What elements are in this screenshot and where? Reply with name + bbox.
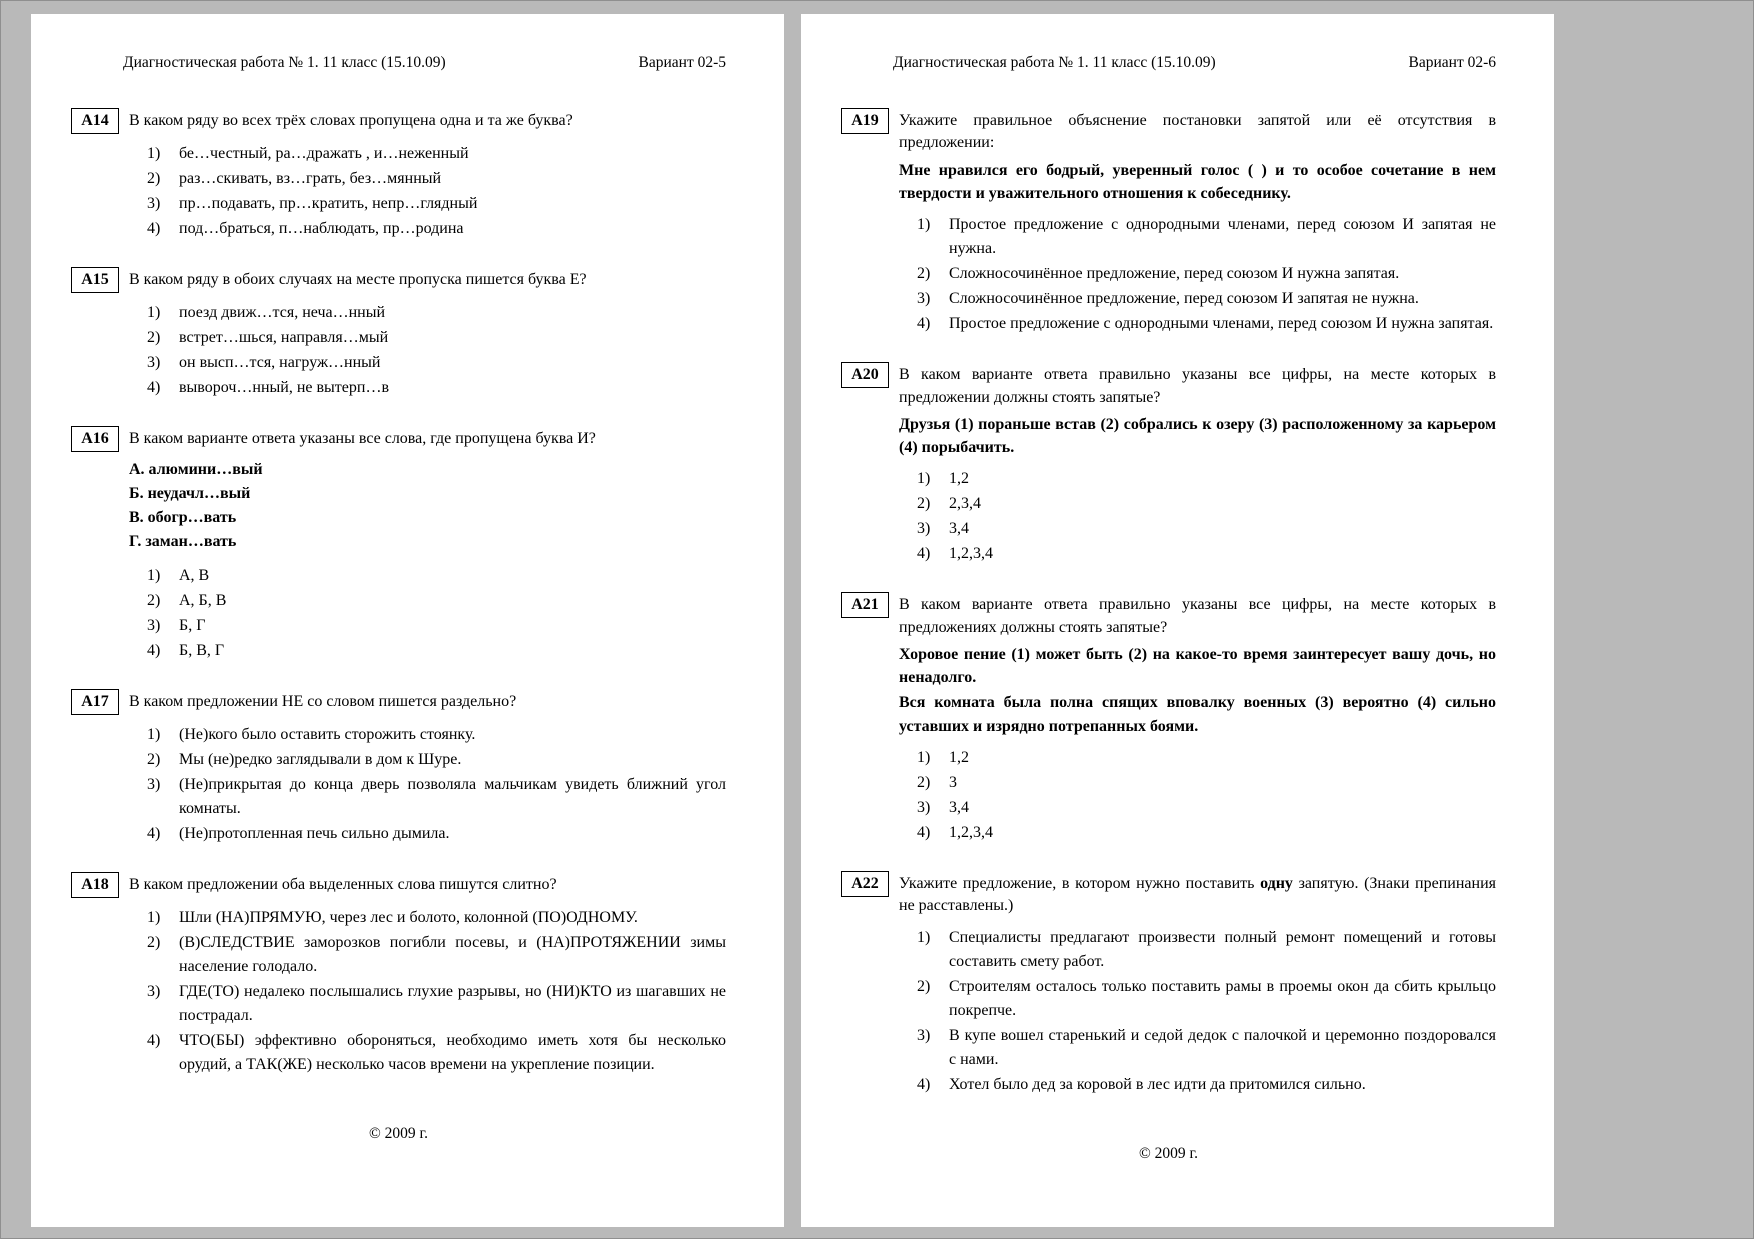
option-number: 1) [917,216,931,234]
option-text: он высп…тся, нагруж…нный [179,354,381,371]
question-head [71,872,726,898]
question-label: А18 [71,872,119,898]
option-item [917,312,1496,336]
question-head [841,592,1496,639]
bold-sentence: Хоровое пение (1) может быть (2) на какое-то время заинтересует вашу дочь, но ненадолго. [899,646,1496,687]
option-item [147,748,726,772]
variant-label: Вариант 02-6 [1408,54,1496,71]
question-a14 [71,108,726,241]
question-text-part: запятую. (Знаки препинания не расставлены.) [899,874,1496,915]
option-text: 1,2 [949,470,969,488]
option-text: А, В [179,567,210,584]
option-text: поезд движ…тся, неча…нный [179,304,386,321]
question-text: В каком варианте ответа правильно указаны все цифры, на месте которых в предложениях должны стоять запятые? [899,596,1496,636]
option-number: 2) [917,977,931,995]
question-label: А20 [841,362,889,388]
options-list [147,906,726,1077]
option-text: пр…подавать, пр…кратить, непр…глядный [179,195,478,212]
option-item [147,906,726,930]
letter-item: Г. заман…вать [129,533,237,550]
option-number: 2) [147,592,161,609]
option-text: Простое предложение с однородными членами, перед союзом И нужна запятая. [949,315,1494,333]
option-item [917,542,1496,566]
copyright-footer: © 2009 г. [368,1125,428,1142]
option-number: 4) [147,642,161,659]
letter-item: А. алюмини…вый [129,461,263,478]
option-text: Шли (НА)ПРЯМУЮ, через лес и болото, колонной (ПО)ОДНОМУ. [179,909,638,926]
option-number: 1) [147,726,161,743]
option-item [917,287,1496,311]
options-list [147,301,726,400]
option-item [147,723,726,747]
question-text: В каком варианте ответа правильно указаны все цифры, на месте которых в предложении должны стоять запятые? [899,366,1496,406]
option-number: 3) [147,354,161,371]
option-item [147,192,726,216]
page-header [71,54,726,72]
option-number: 1) [147,567,161,584]
question-head [71,689,726,715]
option-text: Строителям осталось только поставить рамы в проемы окон да сбить крыльцо покрепче. [949,977,1496,1019]
option-number: 3) [147,776,161,793]
option-text: В купе вошел старенький и седой дедок с палочкой и церемонно поздоровался с нами. [949,1026,1496,1068]
question-a15 [71,267,726,400]
question-text: Укажите правильное объяснение постановки запятой или её отсутствия в предложении: [899,112,1496,152]
option-number: 2) [147,329,161,346]
question-label: А15 [71,267,119,293]
option-number: 2) [917,495,931,513]
option-number: 2) [147,934,161,951]
options-list [917,467,1496,566]
option-number: 3) [147,195,161,212]
doc-title: Диагностическая работа № 1. 11 класс (15.10.09) [893,54,1216,71]
option-number: 4) [147,379,161,396]
option-number: 3) [147,983,161,1000]
question-head [841,108,1496,155]
question-a22 [841,871,1496,1097]
question-text-part: Укажите предложение, в котором нужно поставить [899,874,1261,892]
option-number: 3) [917,798,931,816]
option-item [917,1073,1496,1097]
option-text: бе…честный, ра…дражать , и…неженный [179,145,469,162]
option-text: встрет…шься, направля…мый [179,329,389,346]
letter-list [129,458,726,554]
option-number: 3) [147,617,161,634]
option-item [917,746,1496,770]
question-label: А19 [841,108,889,134]
question-a16 [71,426,726,663]
option-item [917,926,1496,974]
option-number: 4) [147,1032,161,1049]
option-item [917,771,1496,795]
option-number: 2) [917,265,931,283]
option-text: 3,4 [949,520,969,538]
option-text: Простое предложение с однородными членами, перед союзом И запятая не нужна. [949,216,1496,258]
option-number: 4) [917,545,931,563]
option-number: 1) [147,145,161,162]
question-text: В каком варианте ответа указаны все слова, где пропущена буква И? [129,430,596,447]
option-number: 1) [147,304,161,321]
option-item [147,301,726,325]
option-item [917,1024,1496,1072]
question-head [841,362,1496,409]
option-text: раз…скивать, вз…грать, без…мянный [179,170,442,187]
option-text: ГДЕ(ТО) недалеко послышались глухие разрывы, но (НИ)КТО из шагавших не пострадал. [179,983,726,1024]
option-item [917,796,1496,820]
question-a19 [841,108,1496,336]
option-number: 3) [917,1026,931,1044]
option-text: Сложносочинённое предложение, перед союзом И нужна запятая. [949,265,1400,283]
option-number: 2) [917,773,931,791]
option-number: 4) [147,825,161,842]
page-variant-02-6 [801,14,1554,1227]
option-number: 4) [917,1075,931,1093]
option-number: 3) [917,520,931,538]
question-text: В каком предложении НЕ со словом пишется раздельно? [129,693,517,710]
option-item [147,980,726,1028]
option-number: 4) [147,220,161,237]
option-item [917,821,1496,845]
option-item [917,975,1496,1023]
option-text: 3 [949,773,957,791]
copyright-footer: © 2009 г. [1138,1144,1198,1162]
option-text: 3,4 [949,798,969,816]
option-text: Мы (не)редко заглядывали в дом к Шуре. [179,751,462,768]
option-item [147,1029,726,1077]
options-list [917,213,1496,336]
option-item [147,589,726,613]
question-text: В каком ряду в обоих случаях на месте пропуска пишется буква Е? [129,271,587,288]
option-text: Сложносочинённое предложение, перед союзом И запятая не нужна. [949,290,1419,308]
option-text: 2,3,4 [949,495,981,513]
options-list [917,746,1496,845]
variant-label: Вариант 02-5 [638,54,726,71]
bold-sentence: Друзья (1) пораньше встав (2) собрались к озеру (3) расположенному за карьером (4) порыбачить. [899,415,1496,457]
question-text [899,873,1496,918]
option-number: 4) [917,823,931,841]
page-header [841,54,1496,72]
question-label: А22 [841,871,889,897]
options-list [917,926,1496,1097]
option-text: (Не)прикрытая до конца дверь позволяла мальчикам увидеть ближний угол комнаты. [179,776,726,817]
option-text: 1,2,3,4 [949,545,993,563]
option-item [147,639,726,663]
bold-sentence: Вся комната была полна спящих вповалку военных (3) вероятно (4) сильно уставших и изрядно потрепанных боями. [899,694,1496,735]
question-label: А17 [71,689,119,715]
option-number: 1) [147,909,161,926]
question-text: В каком ряду во всех трёх словах пропущена одна и та же буква? [129,112,573,129]
page-variant-02-5 [31,14,784,1227]
option-item [917,467,1496,491]
option-item [147,614,726,638]
options-list [147,564,726,663]
question-a17 [71,689,726,846]
question-head [841,871,1496,918]
options-list [147,723,726,846]
question-a20 [841,362,1496,566]
option-text: Специалисты предлагают произвести полный ремонт помещений и готовы составить смету работ. [949,928,1496,970]
option-text: Б, В, Г [179,642,225,659]
option-text: А, Б, В [179,592,227,609]
option-number: 2) [147,751,161,768]
option-item [147,351,726,375]
option-number: 1) [917,928,931,946]
question-a21 [841,592,1496,845]
option-text: под…браться, п…наблюдать, пр…родина [179,220,464,237]
option-item [917,213,1496,261]
question-a18 [71,872,726,1077]
option-text: (Не)протопленная печь сильно дымила. [179,825,450,842]
option-text: вывороч…нный, не вытерп…в [179,379,389,396]
option-text: ЧТО(БЫ) эффективно обороняться, необходимо иметь хотя бы несколько орудий, а ТАК(ЖЕ) несколько часов времени на укрепление позиции. [179,1032,726,1073]
option-item [147,773,726,821]
question-text-bold: одну [1260,874,1293,892]
option-number: 4) [917,315,931,333]
option-item [147,167,726,191]
option-item [147,931,726,979]
option-number: 1) [917,748,931,766]
question-label: А16 [71,426,119,452]
option-item [147,564,726,588]
option-text: 1,2 [949,748,969,766]
option-item [917,262,1496,286]
option-number: 1) [917,470,931,488]
option-number: 3) [917,290,931,308]
question-label: А14 [71,108,119,134]
letter-item: В. обогр…вать [129,509,237,526]
option-item [147,376,726,400]
option-text: Б, Г [179,617,206,634]
option-number: 2) [147,170,161,187]
option-text: Хотел было дед за коровой в лес идти да притомился сильно. [949,1075,1366,1093]
doc-title: Диагностическая работа № 1. 11 класс (15.10.09) [123,54,446,71]
option-item [917,492,1496,516]
letter-item: Б. неудачл…вый [129,485,251,502]
question-head [71,108,726,134]
question-head [71,426,726,452]
option-item [147,326,726,350]
option-item [147,142,726,166]
option-text: (В)СЛЕДСТВИЕ заморозков погибли посевы, и (НА)ПРОТЯЖЕНИИ зимы население голодало. [179,934,726,975]
option-item [147,822,726,846]
option-text: (Не)кого было оставить сторожить стоянку. [179,726,476,743]
bold-sentence: Мне нравился его бодрый, уверенный голос ( ) и то особое сочетание в нем твердости и уважительного отношения к собеседнику. [899,161,1496,202]
option-item [147,217,726,241]
question-label: А21 [841,592,889,618]
option-text: 1,2,3,4 [949,823,993,841]
options-list [147,142,726,241]
option-item [917,517,1496,541]
question-head [71,267,726,293]
question-text: В каком предложении оба выделенных слова пишутся слитно? [129,876,557,893]
